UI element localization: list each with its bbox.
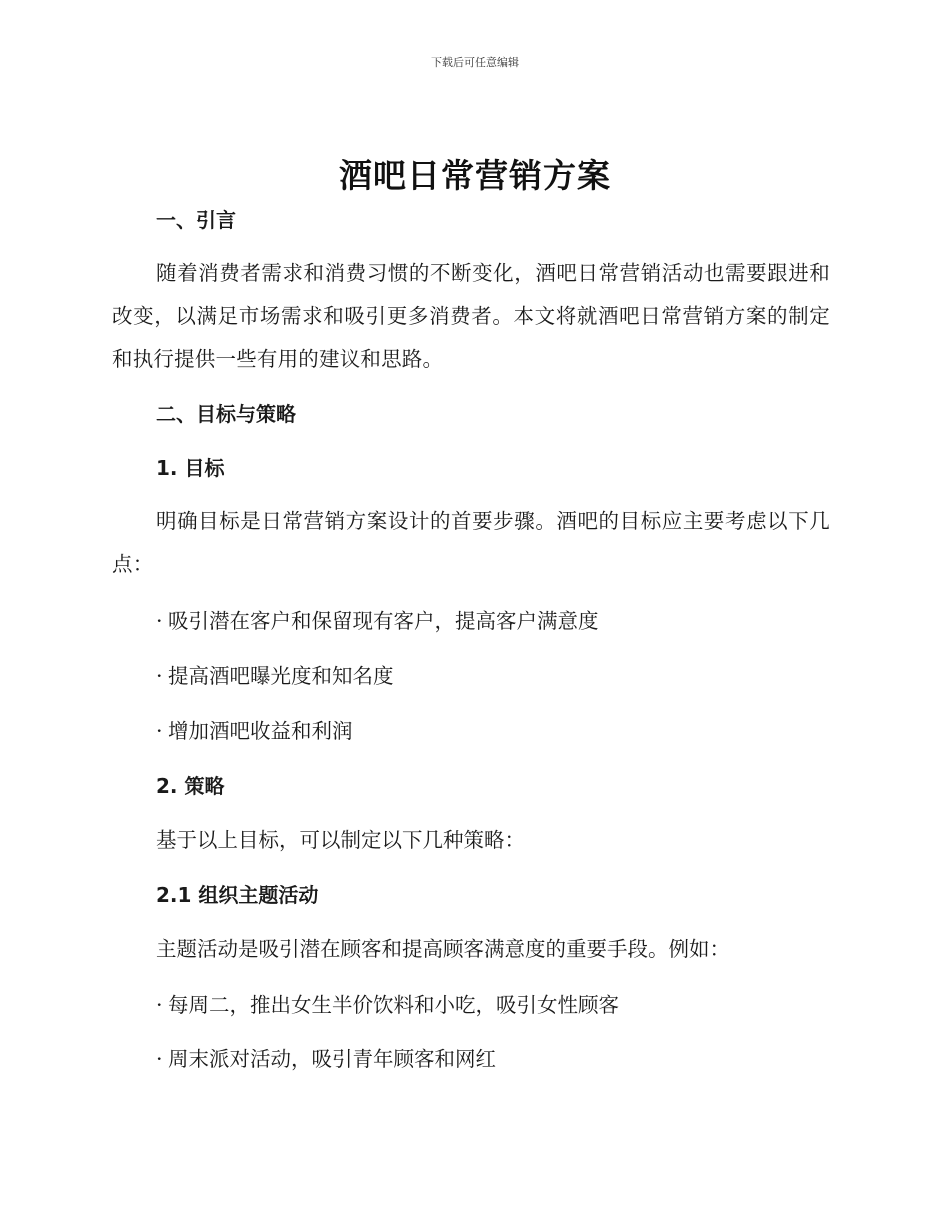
goal-bullet-item <box>156 716 353 746</box>
goal-paragraph: 明确目标是日常营销方案设计的首要步骤。酒吧的目标应主要考虑以下几点： <box>112 509 830 576</box>
subheading-strategy: 2. 策略 <box>156 774 225 798</box>
subheading-goal: 1. 目标 <box>156 456 225 480</box>
theme-bullet-item <box>156 1044 496 1074</box>
section-heading-goals-strategy: 二、目标与策略 <box>156 402 296 426</box>
bullet-dot: · <box>156 719 163 743</box>
header-note: 下载后可任意编辑 <box>431 56 519 69</box>
bullet-dot: · <box>156 1047 163 1071</box>
goal-bullet-item <box>156 661 394 691</box>
theme-intro: 主题活动是吸引潜在顾客和提高顾客满意度的重要手段。例如： <box>156 937 730 961</box>
bullet-dot: · <box>156 993 163 1017</box>
goal-bullet-text: 增加酒吧收益和利润 <box>168 719 353 743</box>
theme-bullet-text: 周末派对活动，吸引青年顾客和网红 <box>168 1047 496 1071</box>
theme-bullet-text: 每周二，推出女生半价饮料和小吃，吸引女性顾客 <box>168 993 619 1017</box>
goal-bullet-text: 提高酒吧曝光度和知名度 <box>168 664 394 688</box>
subheading-theme-activities: 2.1 组织主题活动 <box>156 883 319 907</box>
bullet-dot: · <box>156 609 163 633</box>
document-title: 酒吧日常营销方案 <box>339 156 611 195</box>
theme-bullet-item <box>156 990 619 1020</box>
strategy-intro: 基于以上目标，可以制定以下几种策略： <box>156 828 525 852</box>
goal-bullet-item <box>156 606 599 636</box>
bullet-dot: · <box>156 664 163 688</box>
section-heading-intro: 一、引言 <box>156 208 236 232</box>
goal-bullet-text: 吸引潜在客户和保留现有客户，提高客户满意度 <box>168 609 599 633</box>
intro-paragraph: 随着消费者需求和消费习惯的不断变化，酒吧日常营销活动也需要跟进和改变，以满足市场需求和吸引更多消费者。本文将就酒吧日常营销方案的制定和执行提供一些有用的建议和思路。 <box>112 261 830 371</box>
